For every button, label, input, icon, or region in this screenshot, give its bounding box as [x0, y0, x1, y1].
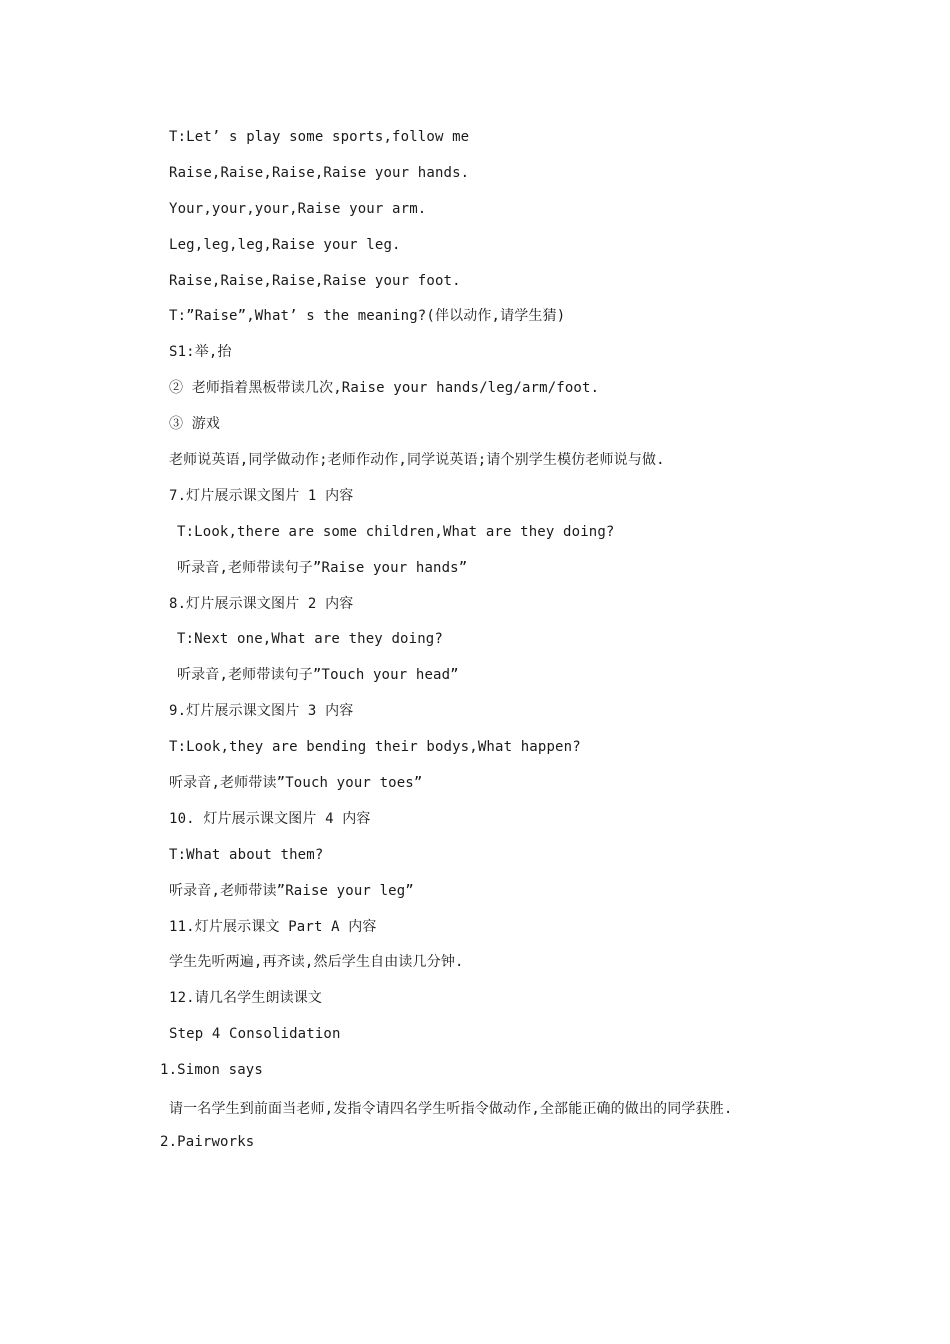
- text-line: 2.Pairworks: [160, 1134, 255, 1151]
- text-line: T:Let’ s play some sports,follow me: [169, 129, 470, 145]
- text-line: T:Look,they are bending their bodys,What happen?: [169, 739, 581, 756]
- text-line: 听录音,老师带读”Raise your leg”: [169, 882, 414, 899]
- text-line: 老师说英语,同学做动作;老师作动作,同学说英语;请个别学生模仿老师说与做.: [169, 452, 665, 469]
- text-line: Raise,Raise,Raise,Raise your foot.: [169, 272, 461, 289]
- text-line: 7.灯片展示课文图片 1 内容: [169, 487, 354, 504]
- text-line: Leg,leg,leg,Raise your leg.: [169, 236, 401, 253]
- text-line: T:Look,there are some children,What are they doing?: [177, 523, 615, 540]
- text-line: 听录音,老师带读句子”Raise your hands”: [177, 559, 468, 576]
- document-body: [0, 124, 950, 1165]
- paragraph: 请一名学生到前面当老师,发指令请四名学生听指令做动作,全部能正确的做出的同学获胜.: [169, 1101, 733, 1118]
- text-line: Your,your,your,Raise your arm.: [169, 200, 427, 217]
- text-line: ② 老师指着黑板带读几次,Raise your hands/leg/arm/foot.: [169, 380, 600, 397]
- text-line: 8.灯片展示课文图片 2 内容: [169, 595, 354, 612]
- text-line: S1:举,抬: [169, 344, 232, 361]
- text-line: T:”Raise”,What’ s the meaning?(伴以动作,请学生猜): [169, 308, 566, 325]
- text-line: 9.灯片展示课文图片 3 内容: [169, 703, 354, 720]
- text-line: Raise,Raise,Raise,Raise your hands.: [169, 164, 470, 181]
- text-line: 学生先听两遍,再齐读,然后学生自由读几分钟.: [169, 954, 464, 971]
- text-line: T:What about them?: [169, 846, 324, 863]
- text-line: 10. 灯片展示课文图片 4 内容: [169, 810, 371, 827]
- text-line: 11.灯片展示课文 Part A 内容: [169, 918, 377, 935]
- text-line: 听录音,老师带读句子”Touch your head”: [177, 667, 459, 684]
- text-line: T:Next one,What are they doing?: [177, 631, 443, 648]
- text-line: ③ 游戏: [169, 416, 221, 433]
- text-line: 1.Simon says: [160, 1062, 263, 1079]
- text-line: 12.请几名学生朗读课文: [169, 990, 323, 1007]
- text-line: 听录音,老师带读”Touch your toes”: [169, 775, 423, 792]
- section-heading: Step 4 Consolidation: [169, 1026, 341, 1043]
